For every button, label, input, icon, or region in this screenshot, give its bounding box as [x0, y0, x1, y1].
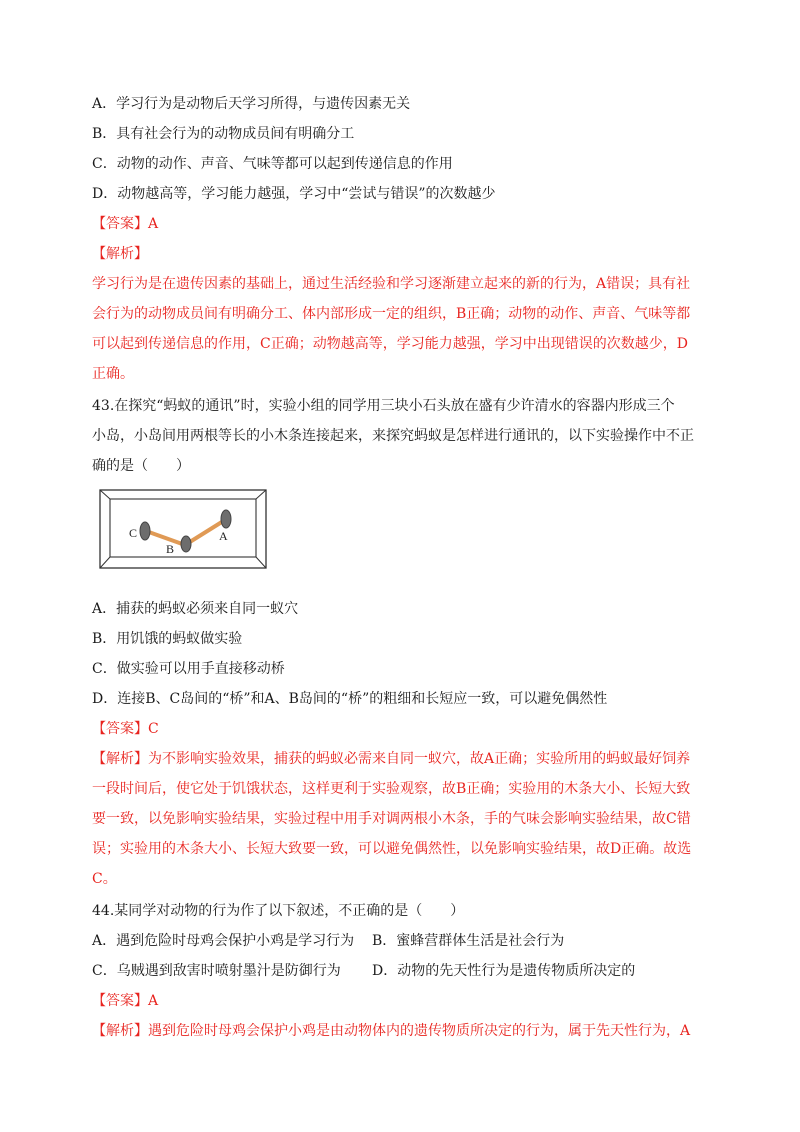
q42-analysis-line: 会行为的动物成员间有明确分工、体内部形成一定的组织，B正确；动物的动作、声音、气味等都 [92, 306, 691, 322]
q44-option-a: A．遇到危险时母鸡会保护小鸡是学习行为 [92, 933, 355, 949]
q43-analysis-line: 要一致，以免影响实验结果，实验过程中用手对调两根小木条，手的气味会影响实验结果，故C错 [92, 811, 691, 827]
stone-c [140, 522, 150, 540]
q42-option-b: B．具有社会行为的动物成员间有明确分工 [92, 126, 355, 142]
q44-option-d: D．动物的先天性行为是遗传物质所决定的 [372, 963, 636, 979]
q43-stem-line: 确的是（ ） [92, 458, 190, 474]
q44-stem: 44.某同学对动物的行为作了以下叙述，不正确的是（ ） [92, 903, 465, 919]
q43-option-a: A．捕获的蚂蚁必须来自同一蚁穴 [92, 601, 299, 617]
q43-option-d: D．连接B、C岛间的“桥”和A、B岛间的“桥”的粗细和长短应一致，可以避免偶然性 [92, 691, 608, 707]
q43-analysis-text: 为不影响实验效果，捕获的蚂蚁必需来自同一蚁穴，故A正确；实验所用的蚂蚁最好饲养 [148, 751, 691, 767]
q44-analysis-label: 【解析】 [92, 1023, 148, 1039]
label-c: C [129, 526, 138, 540]
q43-analysis-line: C。 [92, 871, 117, 887]
q43-option-b: B．用饥饿的蚂蚁做实验 [92, 631, 243, 647]
q42-analysis-label: 【解析】 [92, 246, 148, 262]
q43-analysis-line: 误；实验用的木条大小、长短大致要一致，可以避免偶然性，以免影响实验结果，故D正确。故选 [92, 841, 692, 857]
q42-answer: 【答案】A [92, 216, 159, 232]
stone-a [221, 510, 231, 528]
ant-experiment-figure [99, 489, 267, 569]
label-b: B [166, 542, 175, 556]
q44-answer: 【答案】A [92, 993, 159, 1009]
q43-option-c: C．做实验可以用手直接移动桥 [92, 661, 285, 677]
q43-answer: 【答案】C [92, 721, 159, 737]
q44-analysis-text: 遇到危险时母鸡会保护小鸡是由动物体内的遗传物质所决定的行为，属于先天性行为，A [148, 1023, 691, 1039]
q42-option-a: A．学习行为是动物后天学习所得，与遗传因素无关 [92, 96, 411, 112]
q43-stem-line: 小岛，小岛间用两根等长的小木条连接起来，来探究蚂蚁是怎样进行通讯的，以下实验操作中不正 [92, 428, 694, 444]
q43-analysis-label: 【解析】 [92, 751, 148, 767]
q43-analysis-line: 一段时间后，使它处于饥饿状态，这样更利于实验观察，故B正确；实验用的木条大小、长短大致 [92, 781, 691, 797]
q42-analysis-line: 正确。 [92, 366, 134, 382]
stone-b [181, 536, 191, 552]
label-a: A [219, 529, 228, 543]
q43-analysis-first-line [92, 749, 690, 769]
q42-analysis-line: 学习行为是在遗传因素的基础上，通过生活经验和学习逐渐建立起来的新的行为，A错误；具有社 [92, 276, 691, 292]
q42-option-c: C．动物的动作、声音、气味等都可以起到传递信息的作用 [92, 156, 453, 172]
q42-option-d: D．动物越高等，学习能力越强，学习中“尝试与错误”的次数越少 [92, 186, 496, 202]
q44-option-c: C．乌贼遇到敌害时喷射墨汁是防御行为 [92, 963, 341, 979]
q44-analysis-first-line [92, 1021, 690, 1041]
q42-analysis-line: 可以起到传递信息的作用，C正确；动物越高等，学习能力越强，学习中出现错误的次数越少，D [92, 336, 688, 352]
q44-option-b: B．蜜蜂营群体生活是社会行为 [372, 933, 565, 949]
q43-stem-line: 43.在探究“蚂蚁的通讯”时，实验小组的同学用三块小石头放在盛有少许清水的容器内形成三个 [92, 398, 675, 414]
